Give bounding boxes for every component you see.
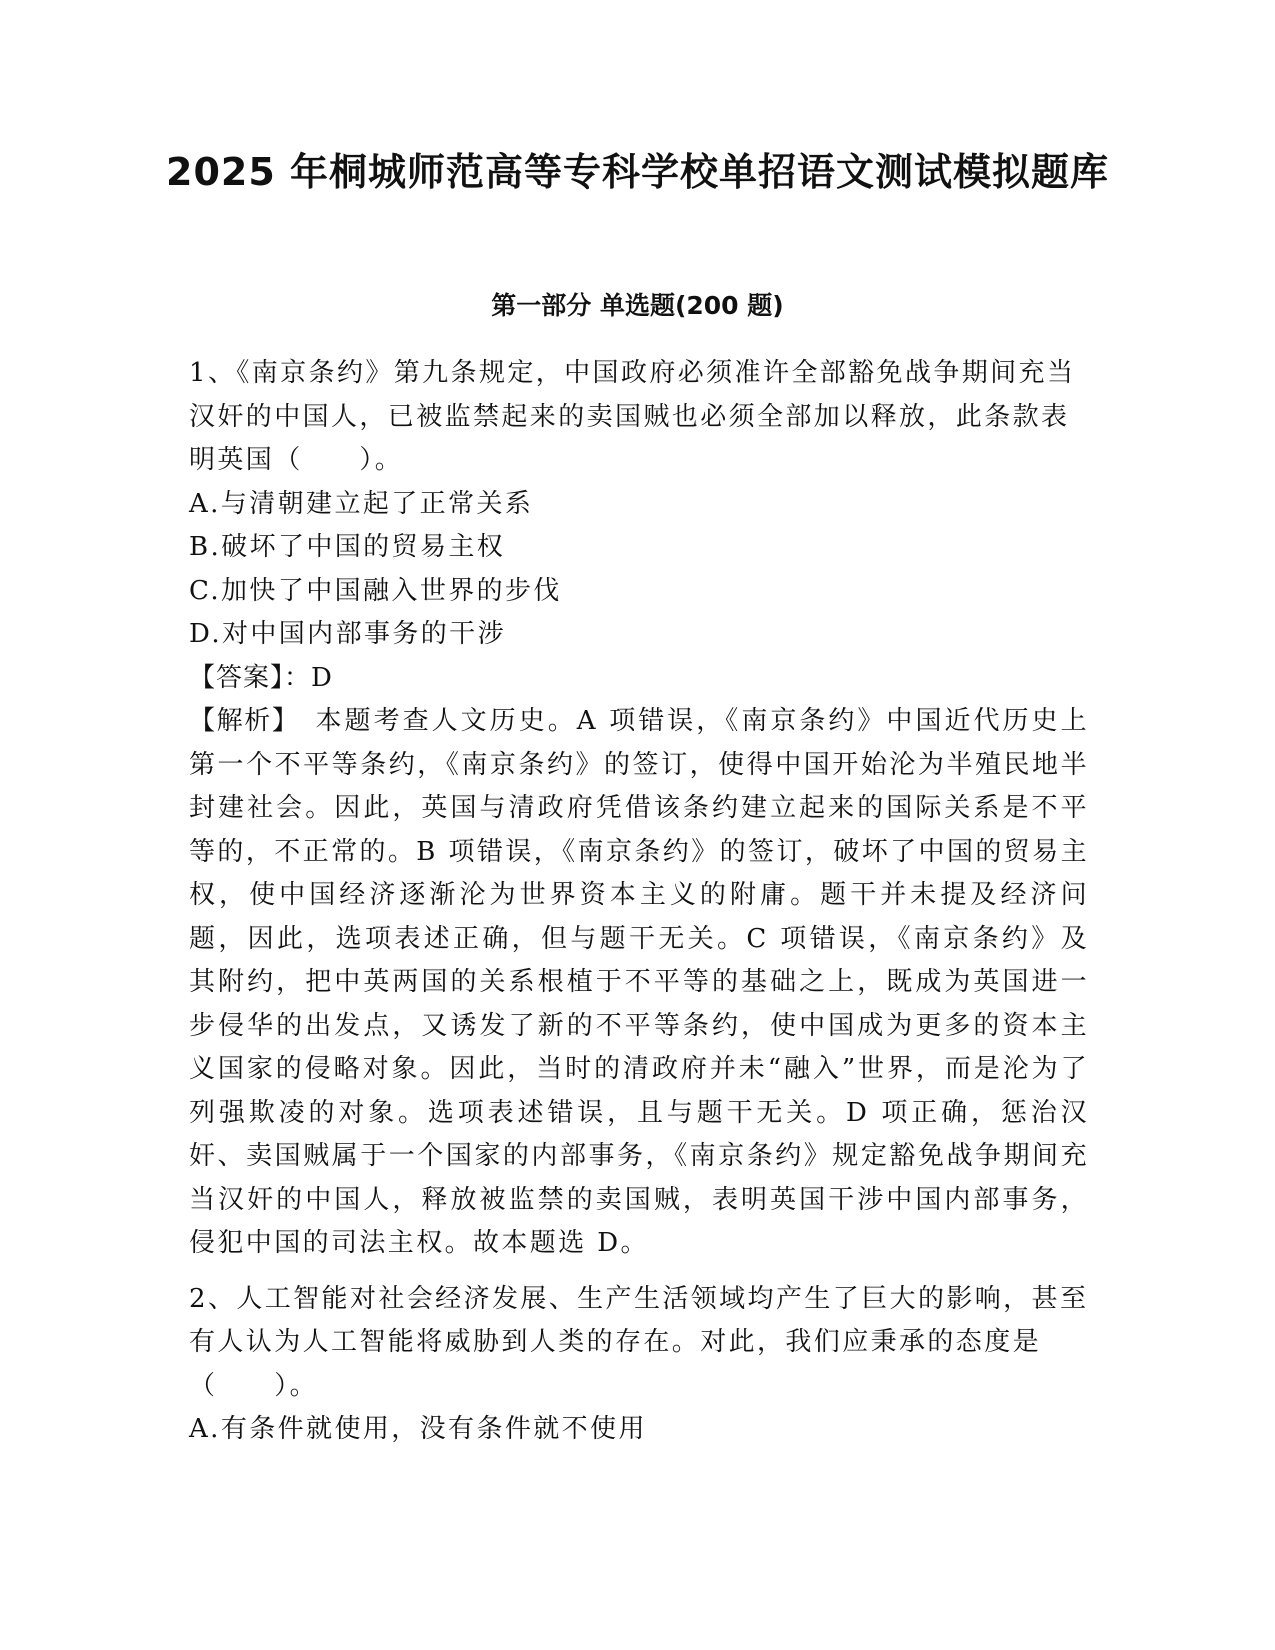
answer-label: 【答案】： [189,662,312,693]
document-title: 2025 年桐城师范高等专科学校单招语文测试模拟题库 [166,150,1109,194]
question-stem: 1、《南京条约》第九条规定，中国政府必须准许全部豁免战争期间充当汉奸的中国人，已被监禁起来的卖国贼也必须全部加以释放，此条款表明英国（ ）。 [189,358,1076,475]
option-d: D.对中国内部事务的干涉 [189,619,506,649]
analysis-text: 本题考查人文历史。A 项错误，《南京条约》中国近代历史上第一个不平等条约，《南京条约》的签订，使得中国开始沦为半殖民地半封建社会。因此，英国与清政府凭借该条约建立起来的国际关系是不平等的，不正常的。B 项错误，《南京条约》的签订，破坏了中国的贸易主权，使中国经济逐渐沦为世界资本主义的附庸。题干并未提及经济问题，因此，选项表述正确，但与题干无关。C 项错误，《南京条约》及其附约，把中英两国的关系根植于不平等的基础之上，既成为英国进一步侵华的出发点，又诱发了新的不平等条约，使中国成为更多的资本主义国家的侵略对象。因此，当时的清政府并未“融入”世界，而是沦为了列强欺凌的对象。选项表述错误，且与题干无关。D 项正确，惩治汉奸、卖国贼属于一个国家的内部事务，《南京条约》规定豁免战争期间充当汉奸的中国人，释放被监禁的卖国贼，表明英国干涉中国内部事务，侵犯中国的司法主权。故本题选 D。 [189,706,1089,1258]
option-a: A.有条件就使用，没有条件就不使用 [189,1414,647,1444]
section-title: 第一部分 单选题(200 题) [491,291,784,320]
answer-line [189,657,1089,701]
question-1 [189,352,1089,1266]
option-c: C.加快了中国融入世界的步伐 [189,575,562,606]
answer-value: D [311,662,335,693]
analysis-label: 【解析】 [189,706,287,736]
question-2 [189,1278,1089,1452]
option-a: A.与清朝建立起了正常关系 [189,488,534,519]
question-stem: 2、人工智能对社会经济发展、生产生活领域均产生了巨大的影响，甚至有人认为人工智能将威胁到人类的存在。对此，我们应秉承的态度是（ ）。 [189,1283,1089,1401]
analysis-paragraph [189,700,1089,1266]
option-b: B.破坏了中国的贸易主权 [189,532,506,562]
question-list [189,352,1089,1452]
